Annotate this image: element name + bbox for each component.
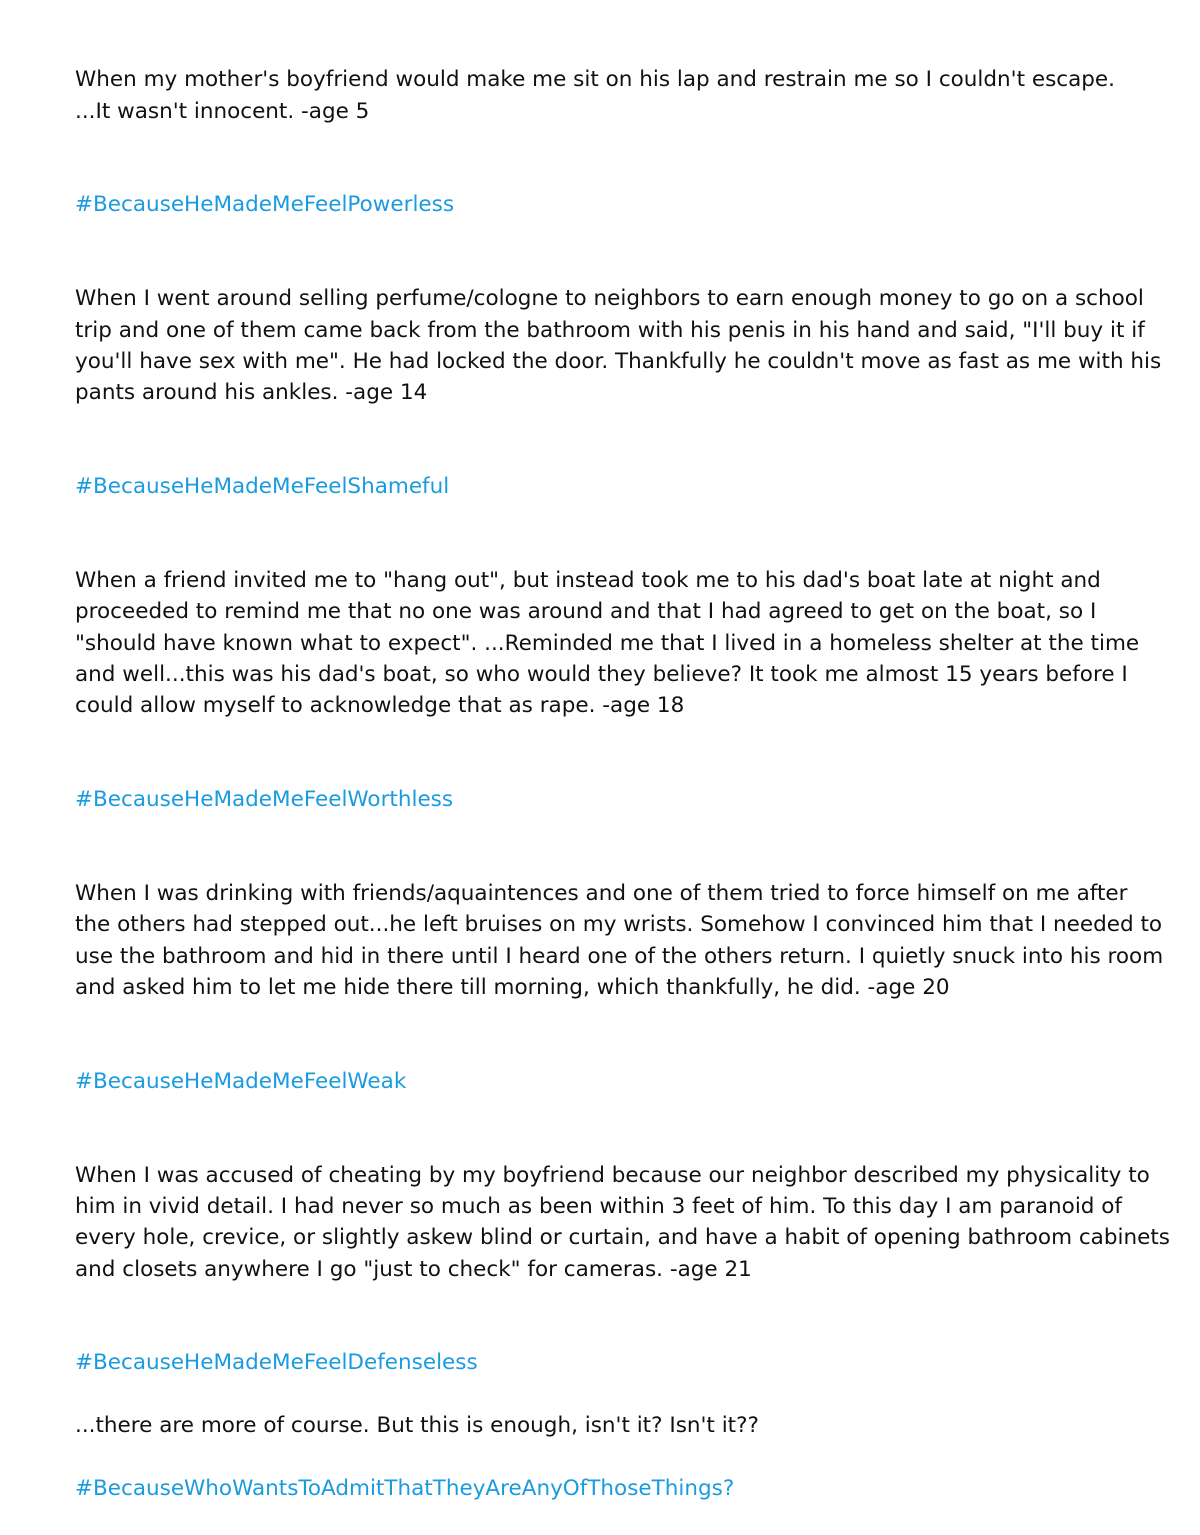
story-block <box>75 534 1185 816</box>
hashtag-link[interactable]: #BecauseHeMadeMeFeelWorthless <box>75 787 454 813</box>
story-text: When I was accused of cheating by my boyfriend because our neighbor described my physicality to him in vivid detail. I had never so much as been within 3 feet of him. To this day I am paranoid of every hole, crevice, or slightly askew blind or curtain, and have a habit of opening bathroom cabinets and closets anywhere I go "just to check" for cameras. -age 21 <box>75 1162 1170 1282</box>
final-hashtag-line <box>75 1473 1185 1504</box>
story-text: When I went around selling perfume/cologne to neighbors to earn enough money to go on a school trip and one of them came back from the bathroom with his penis in his hand and said, "I'll buy it if you'll have sex with me". He had locked the door. Thankfully he couldn't move as fast as me with his pants around his ankles. -age 14 <box>75 286 1162 406</box>
story-block <box>75 33 1185 221</box>
story-text: When a friend invited me to "hang out", but instead took me to his dad's boat late at night and proceeded to remind me that no one was around and that I had agreed to get on the boat, so I "should have known what to expect". ...Reminded me that I lived in a homeless shelter at the time and well...this was his dad's boat, so who would they believe? It took me almost 15 years before I could allow myself to acknowledge that as rape. -age 18 <box>75 568 1140 719</box>
story-text: When my mother's boyfriend would make me sit on his lap and restrain me so I couldn't escape. ...It wasn't innocent. -age 5 <box>75 67 1115 124</box>
story-text: When I was drinking with friends/aquaintences and one of them tried to force himself on me after the others had stepped out...he left bruises on my wrists. Somehow I convinced him that I needed to use the bathroom and hid in there until I heard one of the others return. I quietly snuck into his room and asked him to let me hide there till morning, which thankfully, he did. -age 20 <box>75 881 1164 1000</box>
story-block <box>75 252 1185 502</box>
hashtag-link[interactable]: #BecauseHeMadeMeFeelWeak <box>75 1068 407 1094</box>
story-block <box>75 1128 1185 1378</box>
final-hashtag-link[interactable]: #BecauseWhoWantsToAdmitThatTheyAreAnyOfThoseThings? <box>75 1475 735 1501</box>
hashtag-link[interactable]: #BecauseHeMadeMeFeelDefenseless <box>75 1350 478 1376</box>
hashtag-link[interactable]: #BecauseHeMadeMeFeelShameful <box>75 474 450 500</box>
hashtag-link[interactable]: #BecauseHeMadeMeFeelPowerless <box>75 192 455 218</box>
story-block <box>75 847 1185 1097</box>
closing-text: ...there are more of course. But this is enough, isn't it? Isn't it?? <box>75 1413 759 1439</box>
document-body <box>75 33 1185 1535</box>
